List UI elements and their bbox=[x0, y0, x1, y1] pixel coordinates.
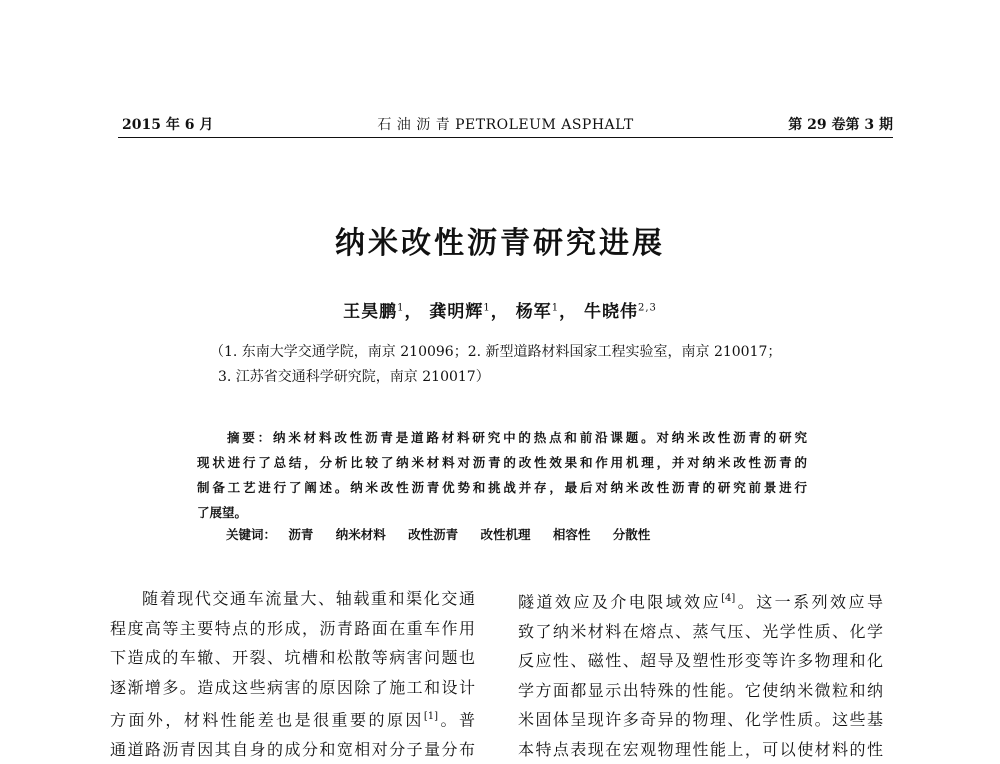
citation-ref[interactable]: [1] bbox=[423, 711, 439, 722]
running-header bbox=[118, 114, 893, 138]
author-affiliation-mark: 2,3 bbox=[637, 302, 657, 314]
keyword: 改性沥青 bbox=[408, 527, 459, 542]
keyword: 沥青 bbox=[288, 527, 314, 542]
body-line: 学方面都显示出特殊的性能。它使纳米微粒和纳 bbox=[518, 680, 883, 700]
body-line: 程度高等主要特点的形成，沥青路面在重车作用 bbox=[110, 618, 475, 638]
affiliation-line: （1. 东南大学交通学院，南京 210096；2. 新型道路材料国家工程实验室，南京 210017； bbox=[210, 344, 782, 360]
body-line: 致了纳米材料在熔点、蒸气压、光学性质、化学 bbox=[518, 621, 883, 641]
volume-issue: 第 29 卷第 3 期 bbox=[788, 117, 893, 133]
body-column-left bbox=[110, 584, 475, 764]
author-name: 王昊鹏 bbox=[343, 302, 398, 322]
affiliation-line: 3. 江苏省交通科学研究院，南京 210017） bbox=[218, 369, 490, 385]
author-name: 杨军 bbox=[515, 302, 552, 322]
body-line: 方面外，材料性能差也是很重要的原因[1]。普 bbox=[110, 710, 475, 730]
abstract-label: 摘要： bbox=[227, 430, 274, 445]
abstract-line: 摘要：纳米材料改性沥青是道路材料研究中的热点和前沿课题。对纳米改性沥青的研究 bbox=[227, 430, 807, 445]
abstract-line: 制备工艺进行了阐述。纳米改性沥青优势和挑战并存，最后对纳米改性沥青的研究前景进行 bbox=[197, 480, 807, 495]
author-list: 王昊鹏$^1$， 龚明辉$^1$， 杨军$^1$， 牛晓伟$^{2,3}$ bbox=[343, 302, 657, 322]
issue-date: 2015 年 6 月 bbox=[122, 117, 214, 133]
keyword: 改性机理 bbox=[480, 527, 531, 542]
body-line: 米固体呈现许多奇异的物理、化学性质。这些基 bbox=[518, 710, 883, 730]
author-name: 龚明辉 bbox=[429, 302, 484, 322]
keywords bbox=[226, 525, 668, 543]
body-line: 随着现代交通车流量大、轴载重和渠化交通 bbox=[142, 589, 475, 608]
citation-ref[interactable]: [4] bbox=[721, 593, 736, 604]
keyword: 相容性 bbox=[552, 527, 591, 542]
author-affiliation-mark: 1 bbox=[551, 302, 560, 314]
paper-title: 纳米改性沥青研究进展 bbox=[335, 226, 665, 261]
header-rule bbox=[118, 137, 893, 138]
abstract-line: 现状进行了总结，分析比较了纳米材料对沥青的改性效果和作用机理，并对纳米改性沥青的 bbox=[197, 455, 807, 470]
journal-name: 石 油 沥 青 PETROLEUM ASPHALT bbox=[377, 117, 634, 133]
body-line: 逐渐增多。造成这些病害的原因除了施工和设计 bbox=[110, 677, 475, 697]
body-line: 反应性、磁性、超导及塑性形变等许多物理和化 bbox=[518, 651, 883, 671]
author-name: 牛晓伟 bbox=[583, 302, 638, 322]
body-line: 下造成的车辙、开裂、坑槽和松散等病害问题也 bbox=[110, 648, 475, 667]
abstract bbox=[197, 425, 807, 525]
abstract-line: 了展望。 bbox=[197, 505, 248, 520]
author-affiliation-mark: 1 bbox=[483, 302, 491, 314]
body-line: 本特点表现在宏观物理性能上，可以使材料的性 bbox=[518, 739, 883, 759]
keywords-label: 关键词： bbox=[226, 527, 277, 542]
author-affiliation-mark: 1 bbox=[397, 302, 405, 314]
keyword: 纳米材料 bbox=[335, 527, 386, 542]
body-column-right bbox=[518, 584, 883, 764]
body-line: 隧道效应及介电限域效应[4]。这一系列效应导 bbox=[518, 592, 883, 612]
keyword: 分散性 bbox=[612, 527, 651, 542]
body-line: 通道路沥青因其自身的成分和宽相对分子量分布 bbox=[110, 739, 475, 759]
